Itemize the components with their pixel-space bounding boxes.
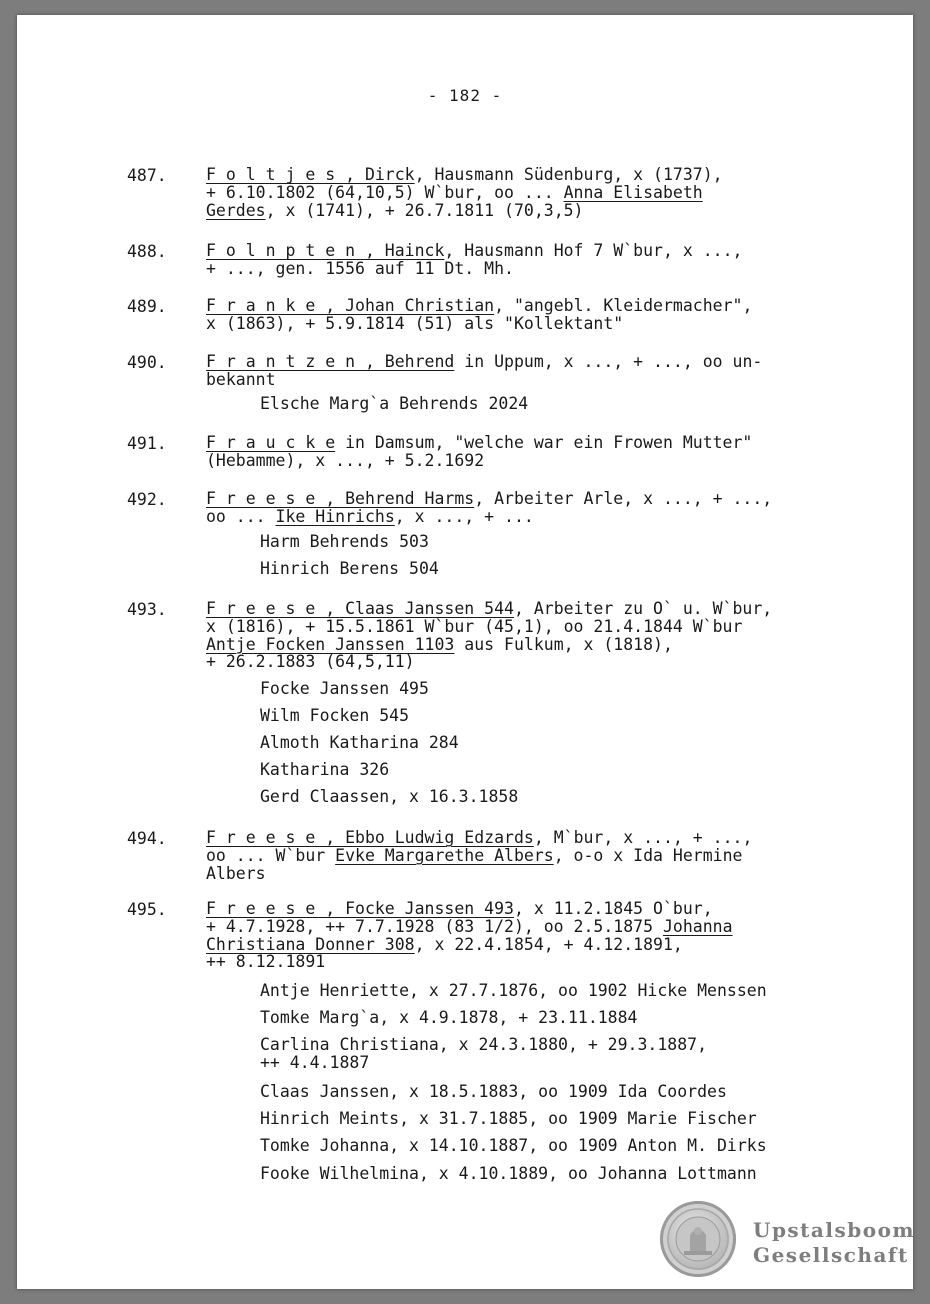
entry-line: [206, 166, 846, 184]
child-entry: Antje Henriette, x 27.7.1876, oo 1902 Hicke Menssen: [260, 981, 767, 1000]
entry-text: [206, 490, 846, 526]
underlined-name: Johanna: [662, 916, 733, 936]
text-segment: ++ 8.12.1891: [206, 952, 326, 972]
text-segment: , x ..., + ...: [394, 506, 534, 526]
entry-line: [206, 434, 846, 452]
underlined-name: F r e e s e , Focke Janssen 493: [206, 899, 514, 918]
child-entry: Carlina Christiana, x 24.3.1880, + 29.3.1887, ++ 4.4.1887: [260, 1035, 708, 1072]
text-segment: in Uppum, x ..., + ..., oo un-: [454, 352, 763, 371]
document-page: [17, 15, 916, 1289]
entry-text: [206, 829, 846, 882]
child-entry: Fooke Wilhelmina, x 4.10.1889, oo Johanna Lottmann: [260, 1164, 757, 1183]
entry-line: [206, 829, 846, 847]
text-segment: , Arbeiter zu O` u. W`bur,: [513, 599, 773, 618]
text-segment: , o-o x Ida Hermine: [553, 845, 743, 865]
entry-line: [206, 918, 846, 936]
entry-text: [206, 600, 846, 671]
child-entry: Katharina 326: [260, 760, 390, 779]
entry-line: [206, 490, 846, 508]
underlined-name: Christiana Donner 308: [206, 934, 415, 954]
entry-line: [206, 508, 846, 526]
underlined-name: F o l t j e s , Dirck: [206, 165, 415, 184]
text-segment: x (1816), + 15.5.1861 W`bur (45,1), oo 21.4.1844 W`bur: [206, 616, 743, 636]
text-segment: , x 11.2.1845 O`bur,: [513, 899, 713, 918]
text-segment: in Damsum, "welche war ein Frowen Mutter": [335, 433, 753, 452]
text-segment: + ..., gen. 1556 auf 11 Dt. Mh.: [206, 258, 514, 278]
text-segment: + 6.10.1802 (64,10,5) W`bur, oo ...: [206, 182, 564, 202]
entry-text: [206, 434, 846, 470]
entry-line: [206, 936, 846, 954]
entry-line: [206, 653, 846, 671]
child-entry: Hinrich Meints, x 31.7.1885, oo 1909 Marie Fischer: [260, 1109, 757, 1128]
entry-line: [206, 953, 846, 971]
underlined-name: F r e e s e , Behrend Harms: [206, 489, 475, 508]
child-entry: Harm Behrends 503: [260, 532, 429, 551]
entry-line: [206, 260, 846, 278]
logo-line-1: Upstalsboom: [753, 1218, 916, 1242]
child-entry: Almoth Katharina 284: [260, 733, 459, 752]
child-entry: Hinrich Berens 504: [260, 559, 439, 578]
entry-number: 490.: [127, 353, 167, 372]
underlined-name: F r a n k e , Johan Christian: [206, 296, 495, 315]
child-entry: Wilm Focken 545: [260, 706, 410, 725]
text-segment: , Hausmann Südenburg, x (1737),: [414, 165, 723, 184]
entry-line: [206, 865, 846, 883]
page-number: - 182 -: [427, 86, 503, 105]
child-entry: Focke Janssen 495: [260, 679, 429, 698]
entry-text: [206, 242, 846, 278]
underlined-name: Gerdes: [206, 200, 266, 220]
text-segment: , Arbeiter Arle, x ..., + ...,: [474, 489, 773, 508]
underlined-name: F r a u c k e: [206, 433, 336, 452]
entry-number: 494.: [127, 829, 167, 848]
entry-line: [206, 353, 846, 371]
text-segment: + 4.7.1928, ++ 7.7.1928 (83 1/2), oo 2.5.1875: [206, 916, 663, 936]
society-seal-logo: [660, 1201, 736, 1277]
entry-number: 487.: [127, 166, 167, 185]
entry-line: [206, 618, 846, 636]
text-segment: , "angebl. Kleidermacher",: [494, 296, 753, 315]
entry-line: [206, 202, 846, 220]
child-entry: Tomke Johanna, x 14.10.1887, oo 1909 Anton M. Dirks: [260, 1136, 767, 1155]
entry-line: [206, 847, 846, 865]
entry-number: 492.: [127, 490, 167, 509]
entry-line: [206, 242, 846, 260]
child-entry: Claas Janssen, x 18.5.1883, oo 1909 Ida Coordes: [260, 1082, 727, 1101]
entry-line: [206, 184, 846, 202]
entry-text: [206, 353, 846, 389]
underlined-name: Ike Hinrichs: [275, 506, 395, 526]
text-segment: x (1863), + 5.9.1814 (51) als "Kollektant": [206, 313, 624, 333]
text-segment: aus Fulkum, x (1818),: [454, 634, 673, 654]
entry-line: [206, 297, 846, 315]
underlined-name: F r a n t z e n , Behrend: [206, 352, 455, 371]
entry-line: [206, 315, 846, 333]
text-segment: , M`bur, x ..., + ...,: [533, 828, 753, 847]
entry-line: [206, 900, 846, 918]
entry-number: 488.: [127, 242, 167, 261]
text-segment: + 26.2.1883 (64,5,11): [206, 652, 415, 672]
underlined-name: Evke Margarethe Albers: [335, 845, 554, 865]
entry-number: 491.: [127, 434, 167, 453]
entry-line: [206, 636, 846, 654]
entry-text: [206, 166, 846, 219]
text-segment: (Hebamme), x ..., + 5.2.1692: [206, 450, 485, 470]
underlined-name: Anna Elisabeth: [563, 182, 703, 202]
text-segment: Albers: [206, 863, 266, 883]
entry-text: [206, 900, 846, 971]
underlined-name: Antje Focken Janssen 1103: [206, 634, 455, 654]
entry-number: 495.: [127, 900, 167, 919]
underlined-name: F r e e s e , Claas Janssen 544: [206, 599, 514, 618]
entry-number: 489.: [127, 297, 167, 316]
text-segment: bekannt: [206, 369, 276, 389]
underlined-name: F r e e s e , Ebbo Ludwig Edzards: [206, 828, 534, 847]
entry-line: [206, 371, 846, 389]
child-entry: Gerd Claassen, x 16.3.1858: [260, 787, 519, 806]
entry-line: [206, 600, 846, 618]
society-logo-text: [753, 1218, 915, 1268]
entry-line: [206, 452, 846, 470]
child-entry: Tomke Marg`a, x 4.9.1878, + 23.11.1884: [260, 1008, 638, 1027]
underlined-name: F o l n p t e n , Hainck: [206, 241, 445, 260]
text-segment: oo ...: [206, 506, 276, 526]
text-segment: , x 22.4.1854, + 4.12.1891,: [414, 934, 683, 954]
text-segment: , x (1741), + 26.7.1811 (70,3,5): [265, 200, 584, 220]
text-segment: , Hausmann Hof 7 W`bur, x ...,: [444, 241, 743, 260]
text-segment: oo ... W`bur: [206, 845, 336, 865]
entry-text: [206, 297, 846, 333]
child-entry: Elsche Marg`a Behrends 2024: [260, 394, 529, 413]
entry-number: 493.: [127, 600, 167, 619]
logo-line-2: Gesellschaft: [753, 1243, 909, 1267]
